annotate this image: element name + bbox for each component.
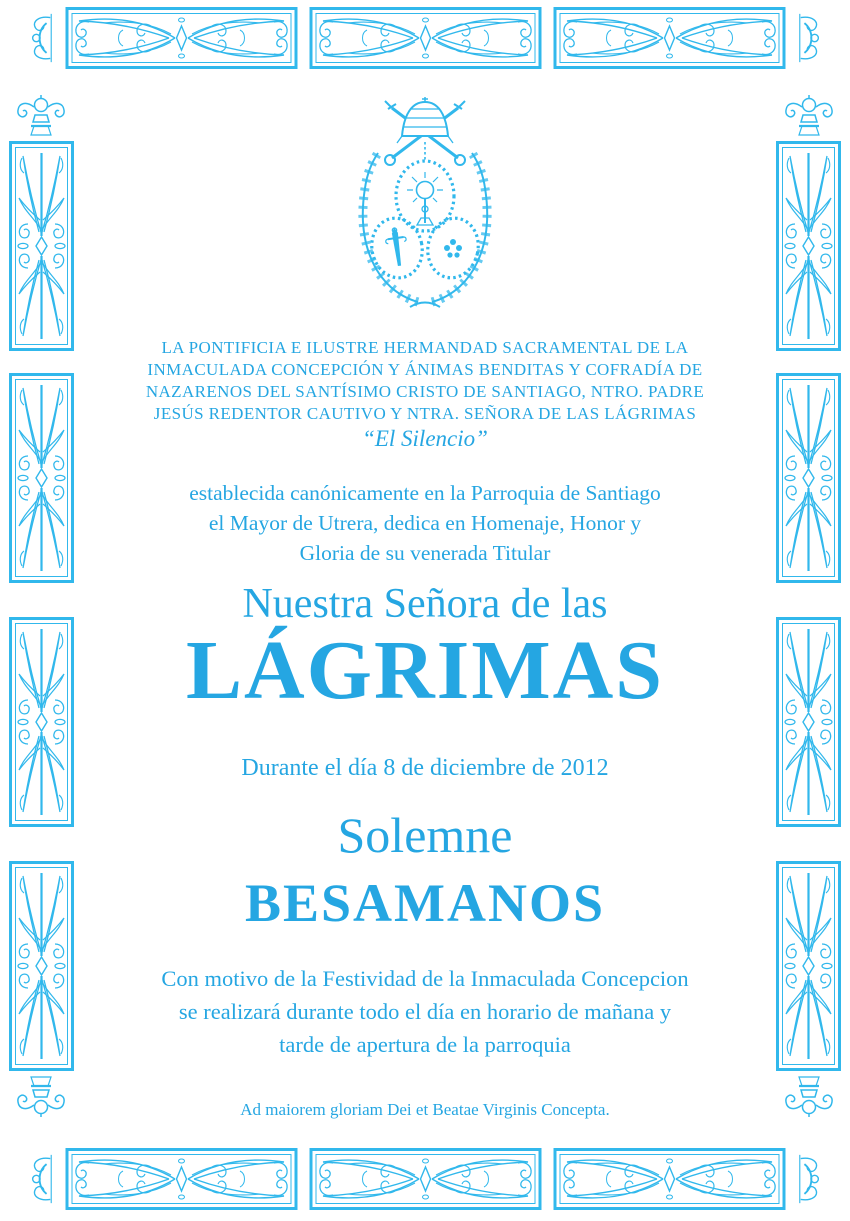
figurehead-finial-icon xyxy=(781,94,837,138)
scrollwork-panel-icon xyxy=(65,6,298,70)
ornamental-border-bottom xyxy=(0,1147,850,1211)
brotherhood-nickname: “El Silencio” xyxy=(362,426,488,451)
event-date: Durante el día 8 de diciembre de 2012 xyxy=(241,755,609,781)
virgin-pre-title: Nuestra Señora de las xyxy=(242,581,608,627)
event-name-line2: BESAMANOS xyxy=(244,873,606,933)
intro-line: establecida canónicamente en la Parroquia de Santiago xyxy=(189,481,661,505)
scrollwork-panel-icon xyxy=(65,1147,298,1211)
intro-line: el Mayor de Utrera, dedica en Homenaje, Honor y xyxy=(208,511,642,535)
latin-motto: Ad maiorem gloriam Dei et Beatae Virginis Concepta. xyxy=(240,1100,610,1119)
virgin-title: LÁGRIMAS xyxy=(185,624,665,717)
event-details xyxy=(0,962,850,1061)
hermandad-crest-icon xyxy=(340,96,510,311)
scrollwork-panel-icon xyxy=(309,1147,542,1211)
event-details-line: se realizará durante todo el día en horario de mañana y xyxy=(178,999,672,1024)
brotherhood-name-line: NAZARENOS DEL SANTÍSIMO CRISTO DE SANTIAGO, NTRO. PADRE xyxy=(145,382,705,401)
acanthus-panel-icon xyxy=(8,140,75,352)
acanthus-panel-icon xyxy=(775,140,842,352)
event-name-line1: Solemne xyxy=(337,807,513,863)
intro-paragraph xyxy=(0,478,850,568)
scroll-endcap-icon xyxy=(28,12,54,64)
scrollwork-panel-icon xyxy=(553,1147,786,1211)
scrollwork-panel-icon xyxy=(309,6,542,70)
scroll-endcap-icon xyxy=(28,1153,54,1205)
scrollwork-panel-icon xyxy=(553,6,786,70)
scroll-endcap-icon xyxy=(797,1153,823,1205)
brotherhood-name-line: INMACULADA CONCEPCIÓN Y ÁNIMAS BENDITAS Y COFRADÍA DE xyxy=(147,360,703,379)
brotherhood-name-line: JESÚS REDENTOR CAUTIVO Y NTRA. SEÑORA DE LAS LÁGRIMAS xyxy=(153,404,697,423)
ornamental-border-top xyxy=(0,6,850,70)
event-details-line: Con motivo de la Festividad de la Inmaculada Concepcion xyxy=(161,966,689,991)
intro-line: Gloria de su venerada Titular xyxy=(299,541,551,565)
scroll-endcap-icon xyxy=(797,12,823,64)
brotherhood-name-line: LA PONTIFICIA E ILUSTRE HERMANDAD SACRAMENTAL DE LA xyxy=(161,338,689,357)
brotherhood-name xyxy=(0,337,850,425)
event-details-line: tarde de apertura de la parroquia xyxy=(279,1032,571,1057)
figurehead-finial-icon xyxy=(13,94,69,138)
